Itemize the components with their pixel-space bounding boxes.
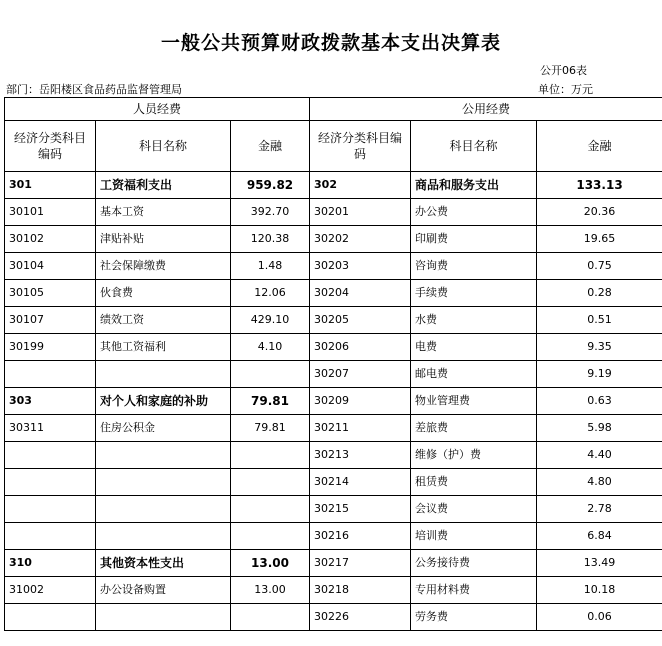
expenditure-table	[4, 97, 662, 631]
left-amount-cell	[231, 496, 310, 523]
left-amount-cell	[231, 361, 310, 388]
right-amount-cell: 0.06	[537, 604, 662, 631]
right-amount-cell: 0.63	[537, 388, 662, 415]
table-row	[5, 550, 662, 577]
right-name-cell: 商品和服务支出	[411, 172, 537, 199]
left-code-cell: 30107	[5, 307, 96, 334]
right-amount-cell: 5.98	[537, 415, 662, 442]
right-code-cell: 30205	[310, 307, 411, 334]
table-row	[5, 388, 662, 415]
right-amount-cell: 2.78	[537, 496, 662, 523]
left-name-cell	[96, 604, 231, 631]
left-amount-cell: 1.48	[231, 253, 310, 280]
table-row	[5, 604, 662, 631]
left-code-cell: 30101	[5, 199, 96, 226]
left-name-cell: 伙食费	[96, 280, 231, 307]
right-code-cell: 30201	[310, 199, 411, 226]
left-code-cell: 30102	[5, 226, 96, 253]
table-row	[5, 577, 662, 604]
column-header-code: 经济分类科目编码	[5, 121, 96, 172]
section-public-header: 公用经费	[310, 98, 662, 121]
table-row	[5, 496, 662, 523]
column-header-amount: 金融	[231, 121, 310, 172]
left-amount-cell: 429.10	[231, 307, 310, 334]
column-header-name: 科目名称	[96, 121, 231, 172]
right-code-cell: 30214	[310, 469, 411, 496]
left-code-cell	[5, 442, 96, 469]
right-code-cell: 30217	[310, 550, 411, 577]
right-name-cell: 电费	[411, 334, 537, 361]
section-personnel-header: 人员经费	[5, 98, 310, 121]
right-amount-cell: 20.36	[537, 199, 662, 226]
left-code-cell	[5, 523, 96, 550]
right-code-cell: 302	[310, 172, 411, 199]
form-number: 公开06表	[540, 64, 587, 77]
table-row	[5, 172, 662, 199]
left-name-cell: 绩效工资	[96, 307, 231, 334]
right-amount-cell: 0.51	[537, 307, 662, 334]
left-amount-cell: 79.81	[231, 415, 310, 442]
table-row	[5, 334, 662, 361]
left-code-cell	[5, 469, 96, 496]
report-title: 一般公共预算财政拨款基本支出决算表	[160, 32, 501, 54]
left-name-cell	[96, 469, 231, 496]
right-amount-cell: 4.40	[537, 442, 662, 469]
left-name-cell: 对个人和家庭的补助	[96, 388, 231, 415]
right-amount-cell: 6.84	[537, 523, 662, 550]
table-row	[5, 280, 662, 307]
right-code-cell: 30216	[310, 523, 411, 550]
table-row	[5, 307, 662, 334]
column-header-code: 经济分类科目编码	[310, 121, 411, 172]
table-row	[5, 523, 662, 550]
right-name-cell: 差旅费	[411, 415, 537, 442]
left-code-cell	[5, 361, 96, 388]
column-header-amount: 金融	[537, 121, 662, 172]
right-code-cell: 30203	[310, 253, 411, 280]
right-name-cell: 物业管理费	[411, 388, 537, 415]
left-name-cell: 其他资本性支出	[96, 550, 231, 577]
table-row	[5, 469, 662, 496]
table-row	[5, 199, 662, 226]
table-row	[5, 226, 662, 253]
right-code-cell: 30207	[310, 361, 411, 388]
right-amount-cell: 133.13	[537, 172, 662, 199]
right-code-cell: 30206	[310, 334, 411, 361]
right-amount-cell: 9.35	[537, 334, 662, 361]
left-amount-cell: 79.81	[231, 388, 310, 415]
left-code-cell: 30105	[5, 280, 96, 307]
left-code-cell	[5, 496, 96, 523]
left-amount-cell: 13.00	[231, 550, 310, 577]
left-name-cell: 工资福利支出	[96, 172, 231, 199]
department-label: 部门：岳阳楼区食品药品监督管理局	[6, 83, 182, 96]
left-amount-cell	[231, 469, 310, 496]
table-row	[5, 253, 662, 280]
left-name-cell: 住房公积金	[96, 415, 231, 442]
left-code-cell: 310	[5, 550, 96, 577]
left-code-cell: 303	[5, 388, 96, 415]
left-amount-cell: 13.00	[231, 577, 310, 604]
left-code-cell: 31002	[5, 577, 96, 604]
left-amount-cell: 392.70	[231, 199, 310, 226]
left-amount-cell	[231, 604, 310, 631]
right-amount-cell: 19.65	[537, 226, 662, 253]
right-code-cell: 30211	[310, 415, 411, 442]
table-row	[5, 415, 662, 442]
right-code-cell: 30204	[310, 280, 411, 307]
table-row	[5, 442, 662, 469]
left-amount-cell	[231, 523, 310, 550]
right-name-cell: 水费	[411, 307, 537, 334]
right-code-cell: 30218	[310, 577, 411, 604]
right-code-cell: 30202	[310, 226, 411, 253]
left-code-cell: 30199	[5, 334, 96, 361]
left-name-cell: 其他工资福利	[96, 334, 231, 361]
left-name-cell: 津贴补贴	[96, 226, 231, 253]
right-name-cell: 公务接待费	[411, 550, 537, 577]
left-name-cell	[96, 523, 231, 550]
right-amount-cell: 9.19	[537, 361, 662, 388]
left-name-cell: 基本工资	[96, 199, 231, 226]
right-name-cell: 咨询费	[411, 253, 537, 280]
right-name-cell: 维修（护）费	[411, 442, 537, 469]
column-header-name: 科目名称	[411, 121, 537, 172]
left-name-cell: 社会保障缴费	[96, 253, 231, 280]
right-amount-cell: 10.18	[537, 577, 662, 604]
right-name-cell: 租赁费	[411, 469, 537, 496]
right-code-cell: 30226	[310, 604, 411, 631]
right-code-cell: 30209	[310, 388, 411, 415]
left-name-cell: 办公设备购置	[96, 577, 231, 604]
right-amount-cell: 0.75	[537, 253, 662, 280]
left-amount-cell: 4.10	[231, 334, 310, 361]
unit-label: 单位：万元	[538, 83, 593, 96]
right-name-cell: 邮电费	[411, 361, 537, 388]
right-amount-cell: 13.49	[537, 550, 662, 577]
right-name-cell: 劳务费	[411, 604, 537, 631]
left-amount-cell: 120.38	[231, 226, 310, 253]
right-name-cell: 专用材料费	[411, 577, 537, 604]
left-name-cell	[96, 496, 231, 523]
left-code-cell: 30104	[5, 253, 96, 280]
right-amount-cell: 0.28	[537, 280, 662, 307]
table-row	[5, 361, 662, 388]
right-name-cell: 手续费	[411, 280, 537, 307]
right-name-cell: 办公费	[411, 199, 537, 226]
left-amount-cell	[231, 442, 310, 469]
right-code-cell: 30213	[310, 442, 411, 469]
right-name-cell: 会议费	[411, 496, 537, 523]
right-code-cell: 30215	[310, 496, 411, 523]
right-amount-cell: 4.80	[537, 469, 662, 496]
left-name-cell	[96, 442, 231, 469]
left-code-cell: 30311	[5, 415, 96, 442]
left-code-cell: 301	[5, 172, 96, 199]
right-name-cell: 印刷费	[411, 226, 537, 253]
left-amount-cell: 959.82	[231, 172, 310, 199]
left-code-cell	[5, 604, 96, 631]
left-amount-cell: 12.06	[231, 280, 310, 307]
left-name-cell	[96, 361, 231, 388]
right-name-cell: 培训费	[411, 523, 537, 550]
